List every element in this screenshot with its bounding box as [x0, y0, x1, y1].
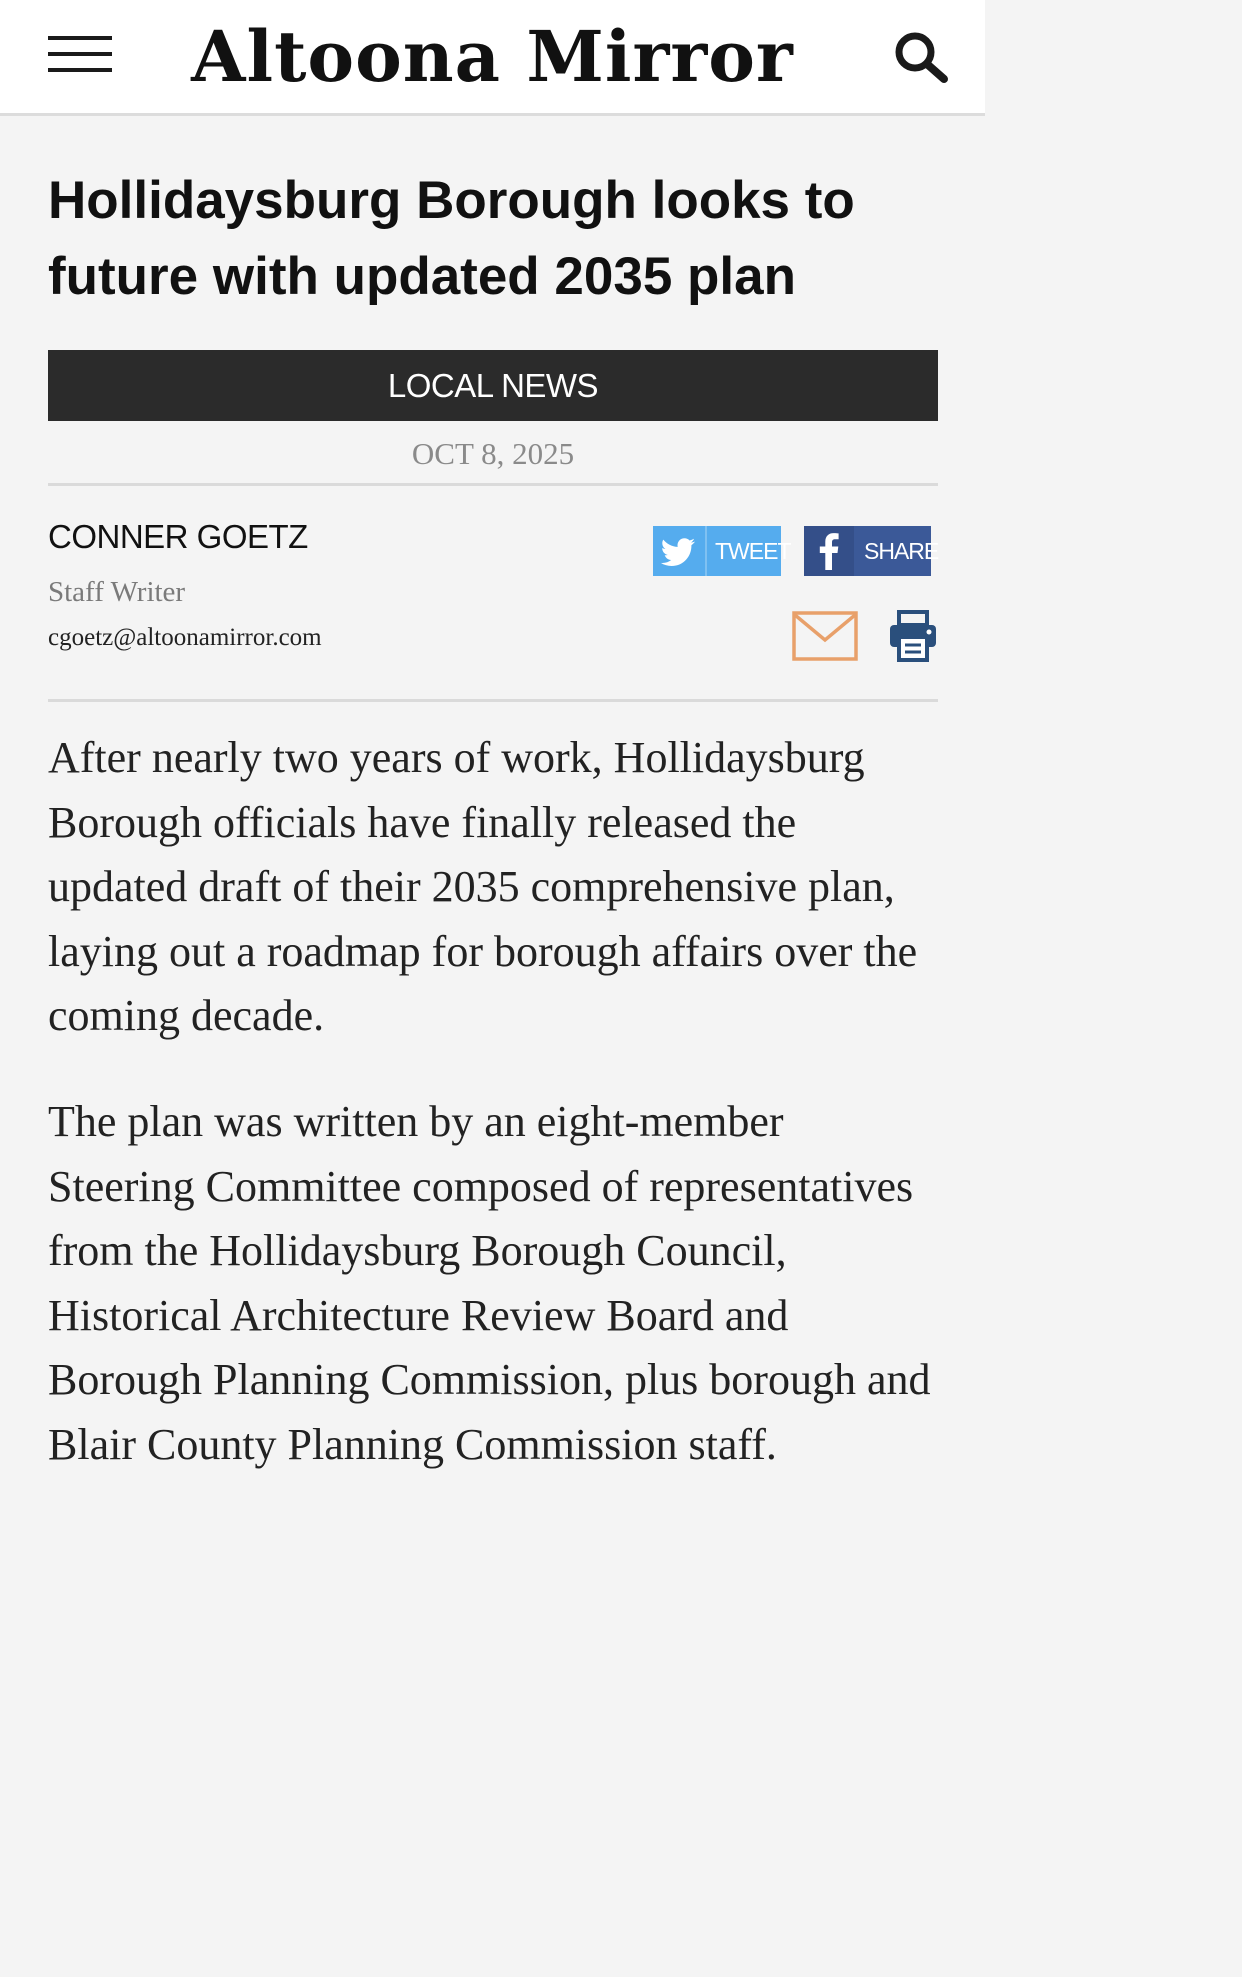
- search-icon[interactable]: [892, 30, 950, 82]
- author-name[interactable]: CONNER GOETZ: [48, 518, 308, 555]
- facebook-share-button[interactable]: [804, 526, 939, 576]
- category-label[interactable]: LOCAL NEWS: [48, 350, 938, 421]
- author-email-link[interactable]: cgoetz@altoonamirror.com: [48, 624, 322, 651]
- site-header: [0, 0, 985, 116]
- hamburger-menu-icon[interactable]: [48, 36, 112, 74]
- article-paragraph: After nearly two years of work, Hollidaysburg Borough officials have finally released the updated draft of their 2035 comprehensive plan, laying out a roadmap for borough affairs over the coming decade.: [48, 733, 918, 1040]
- facebook-f-icon: [804, 526, 854, 576]
- author-role: Staff Writer: [48, 576, 186, 608]
- article-paragraph: The plan was written by an eight-member Steering Committee composed of representatives from the Hollidaysburg Borough Council, Historical Architecture Review Board and Borough Planning Commission, plus borough and Blair County Planning Commission staff.: [48, 1097, 931, 1469]
- tweet-button[interactable]: [653, 526, 791, 576]
- site-logo[interactable]: Altoona Mirror: [191, 15, 794, 98]
- button-separator: [705, 526, 707, 576]
- divider: [48, 699, 938, 702]
- envelope-icon[interactable]: [792, 611, 858, 661]
- printer-icon[interactable]: [888, 610, 938, 662]
- divider: [48, 483, 938, 486]
- tweet-label: TWEET: [715, 538, 791, 564]
- share-label: SHARE: [864, 538, 939, 564]
- twitter-bird-icon: [653, 526, 705, 576]
- publish-date: OCT 8, 2025: [411, 436, 575, 471]
- article-headline: Hollidaysburg Borough looks to future with updated 2035 plan: [48, 171, 855, 306]
